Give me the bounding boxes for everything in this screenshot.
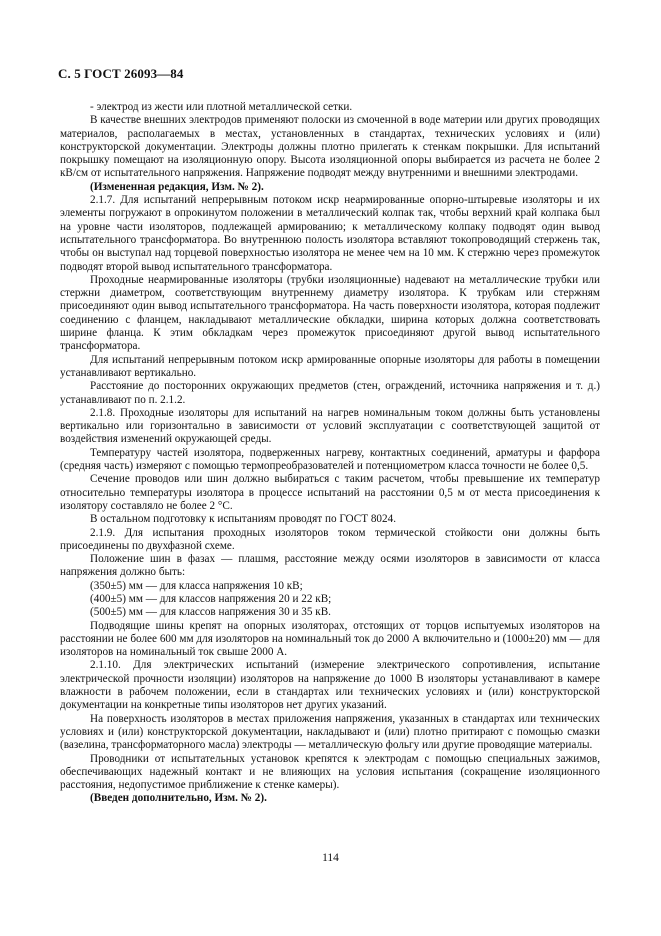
paragraph-external-electrodes: В качестве внешних электродов применяют полоски из смоченной в воде материи или других проводящих материалов, располагаемых в местах, установленных в стандартах, технических условиях и (или) конструкторской документации. Электроды должны плотно прилегать к стенкам покрышки. Для испытаний покрышку помещают на изоляционную опору. Высота изоляционной опоры выбирается из расчета не более 2 кВ/см от испытательного напряжения. Напряжение подводят между внутренними и внешними электродами. (60, 114, 600, 180)
paragraph-2-1-9: 2.1.9. Для испытания проходных изоляторов током термической стойкости они должны быть присоединены по двухфазной схеме. (60, 526, 600, 552)
paragraph-supply-buses: Подводящие шины крепят на опорных изоляторах, отстоящих от торцов испытуемых изоляторов на расстоянии не более 600 мм для изоляторов на номинальный ток до 2000 А включительно и (1000±20) мм — для изоляторов на номинальный ток свыше 2000 А. (60, 619, 600, 659)
body-text (60, 101, 600, 806)
page-header: С. 5 ГОСТ 26093—84 (58, 66, 184, 81)
paragraph-2-1-10: 2.1.10. Для электрических испытаний (измерение электрического сопротивления, испытание электрической прочности изоляции) изоляторов на напряжение до 1000 В изоляторы устанавливают в камере влажности в рабочем положении, если в стандартах или технических условиях и (или) конструкторской документации на конкретные типы изоляторов нет других указаний. (60, 659, 600, 712)
paragraph-temperature: Температуру частей изолятора, подверженных нагреву, контактных соединений, арматуры и фарфора (средняя часть) измеряют с помощью термопреобразователей и потенциометром класса точности не более 0,5. (60, 446, 600, 473)
paragraph-bushing-insulators: Проходные неармированные изоляторы (трубки изоляционные) надевают на металлические трубки или стержни диаметром, соответствующим внутреннему диаметру изолятора. К трубкам или стержням присоединяют один вывод испытательного трансформатора. На часть поверхности изолятора, которая подлежит соединению с фланцем, накладывают металлические обкладки, ширина которых должна соответствовать ширине фланца. К этим обкладкам через промежуток присоединяют другой вывод испытательного трансформатора. (60, 273, 600, 353)
paragraph-2-1-8: 2.1.8. Проходные изоляторы для испытаний на нагрев номинальным током должны быть установлены вертикально или горизонтально в зависимости от условий эксплуатации с соответствующей защитой от воздействия изменений окружающей среды. (60, 406, 600, 446)
paragraph-cross-section: Сечение проводов или шин должно выбираться с таким расчетом, чтобы превышение их температур относительно температуры изолятора в процессе испытаний на расстоянии 0,5 м от места присоединения к изолятору составляло не более 2 °С. (60, 473, 600, 512)
list-item-30-35kv: (500±5) мм — для классов напряжения 30 и 35 кВ. (90, 606, 331, 619)
paragraph-vertical-mounting: Для испытаний непрерывным потоком искр армированные опорные изоляторы для работы в помещении устанавливают вертикально. (60, 353, 600, 379)
paragraph-electrode-application: На поверхность изоляторов в местах приложения напряжения, указанных в стандартах или технических условиях и (или) конструкторской документации, накладывают и (или) плотно притирают с помощью смазки (вазелина, трансформаторного масла) электроды — металлическую фольгу или другие проводящие материалы. (60, 712, 600, 752)
paragraph-distance: Расстояние до посторонних окружающих предметов (стен, ограждений, источника напряжения и т. д.) устанавливают по п. 2.1.2. (60, 380, 600, 406)
paragraph-bus-position: Положение шин в фазах — плашмя, расстояние между осями изоляторов в зависимости от класса напряжения должно быть: (60, 553, 600, 579)
list-item-20-22kv: (400±5) мм — для классов напряжения 20 и 22 кВ; (90, 592, 332, 605)
paragraph-gost-8024: В остальном подготовку к испытаниям проводят по ГОСТ 8024. (90, 513, 397, 526)
list-item-10kv: (350±5) мм — для класса напряжения 10 кВ; (90, 579, 303, 592)
page-number: 114 (322, 852, 339, 864)
amendment-note: (Измененная редакция, Изм. № 2). (90, 180, 264, 193)
paragraph-2-1-7: 2.1.7. Для испытаний непрерывным потоком искр неармированные опорно-штыревые изоляторы и их элементы погружают в опрокинутом положении в металлический колпак так, чтобы верхний край колпака был на уровне части изоляторов, подлежащей армированию; к металлическому колпаку подводят один вывод испытательного трансформатора. Во внутреннюю полость изолятора вставляют токопроводящий стержень так, чтобы он выступал над торцевой поверхностью изолятора не менее чем на 10 мм. К стержню через промежуток подводят второй вывод испытательного трансформатора. (60, 194, 600, 273)
paragraph-electrode-mesh: - электрод из жести или плотной металлической сетки. (90, 101, 353, 113)
paragraph-conductors: Проводники от испытательных установок крепятся к электродам с помощью специальных зажимов, обеспечивающих надежный контакт и не влияющих на условия испытания (сокращение изоляционного расстояния, недопустимое приближение к стенке камеры). (60, 752, 600, 792)
amendment-note-added: (Введен дополнительно, Изм. № 2). (90, 792, 267, 805)
